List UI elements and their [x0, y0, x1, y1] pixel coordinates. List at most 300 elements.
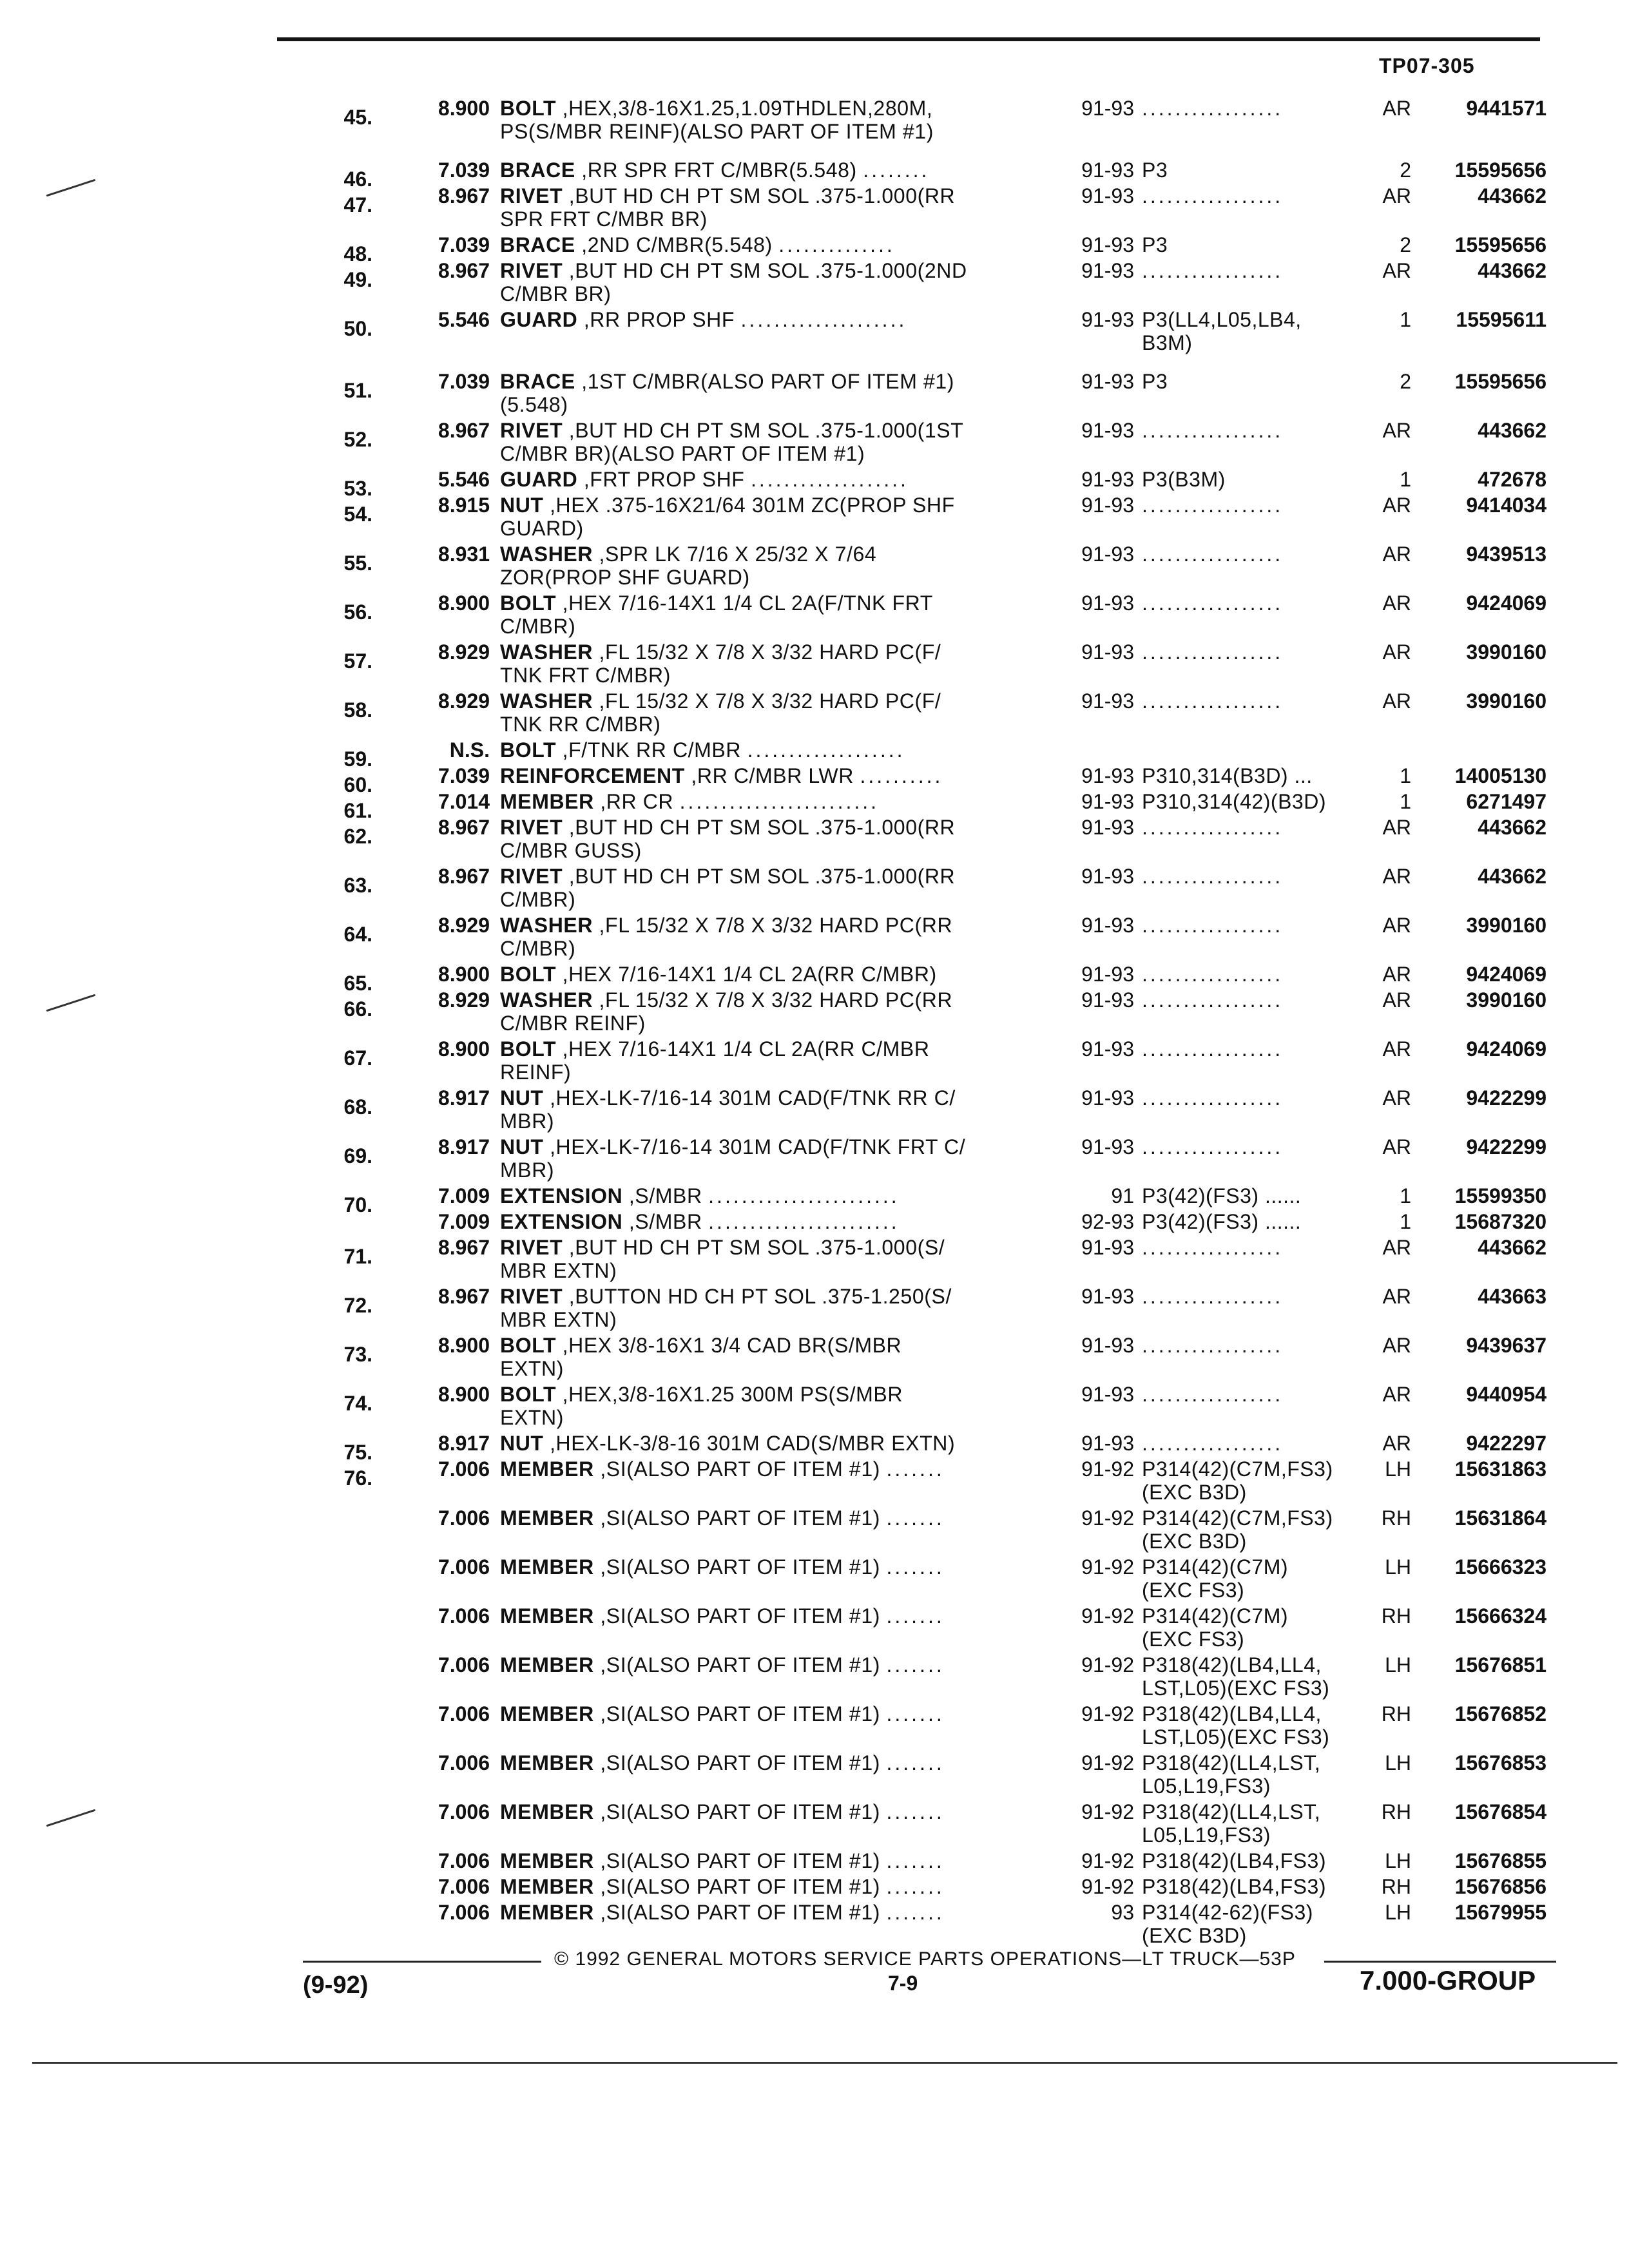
leader-dots: .......: [886, 1653, 945, 1677]
application-continued: LST,L05)(EXC FS3): [1142, 1725, 1330, 1749]
part-spec: ,HEX-LK-7/16-14 301M CAD(F/TNK RR C/: [543, 1086, 956, 1110]
application-text: P3: [1142, 370, 1168, 393]
application-text: P314(42)(C7M,FS3): [1142, 1457, 1333, 1481]
application-continued: LST,L05)(EXC FS3): [1142, 1677, 1330, 1700]
part-number: 15595656: [1454, 370, 1547, 393]
footer-rule-left: [303, 1961, 541, 1963]
application-code: [1142, 494, 1283, 517]
part-number: 15595656: [1454, 233, 1547, 256]
application-text: .................: [1142, 689, 1284, 713]
part-name: MEMBER: [500, 1800, 594, 1823]
part-spec-continued: C/MBR REINF): [500, 1012, 646, 1035]
model-years: 91-92: [1081, 1800, 1134, 1823]
group-number: 8.929: [438, 640, 490, 664]
application-text: .................: [1142, 1086, 1284, 1110]
leader-dots: .......: [886, 1875, 945, 1898]
part-spec-continued: PS(S/MBR REINF)(ALSO PART OF ITEM #1): [500, 120, 934, 143]
table-row: [0, 1604, 1629, 1653]
application-text: P318(42)(LB4,LL4,: [1142, 1702, 1322, 1725]
leader-dots: .......: [886, 1702, 945, 1725]
part-description: [500, 1604, 945, 1628]
application-text: P310,314(42)(B3D): [1142, 790, 1326, 813]
quantity: 1: [1400, 1184, 1411, 1207]
application-text: .................: [1142, 1334, 1284, 1357]
group-number: 8.967: [438, 419, 490, 442]
group-number: 7.039: [438, 159, 490, 182]
group-number: 7.006: [438, 1506, 490, 1530]
quantity: RH: [1381, 1506, 1411, 1530]
quantity: AR: [1382, 1135, 1411, 1158]
application-continued: L05,L19,FS3): [1142, 1774, 1271, 1798]
part-spec: ,BUT HD CH PT SM SOL .375-1.000(S/: [563, 1236, 945, 1259]
part-description: [500, 1506, 945, 1530]
table-row: [0, 1875, 1629, 1901]
quantity: RH: [1381, 1702, 1411, 1725]
part-spec: ,BUT HD CH PT SM SOL .375-1.000(2ND: [563, 259, 967, 282]
item-number: 61.: [343, 799, 372, 822]
table-row: [0, 790, 1629, 822]
part-number: 15666323: [1454, 1555, 1547, 1579]
part-spec: ,FL 15/32 X 7/8 X 3/32 HARD PC(F/: [593, 640, 941, 664]
group-number: 8.931: [438, 543, 490, 566]
part-number: 9422299: [1466, 1086, 1547, 1110]
table-row: [0, 1653, 1629, 1702]
part-spec: ,HEX-LK-3/8-16 301M CAD(S/MBR EXTN): [543, 1432, 956, 1455]
group-number: 7.006: [438, 1555, 490, 1579]
part-number: 14005130: [1454, 764, 1547, 787]
application-text: P3(42)(FS3) ......: [1142, 1210, 1302, 1233]
leader-dots: ....................: [740, 308, 907, 331]
application-text: .................: [1142, 1383, 1284, 1406]
group-number: 8.929: [438, 689, 490, 713]
application-code: [1142, 1184, 1301, 1207]
item-number: 56.: [343, 601, 372, 624]
application-code: [1142, 1135, 1283, 1158]
part-name: WASHER: [500, 543, 593, 566]
leader-dots: .......: [886, 1555, 945, 1579]
table-row: [0, 1457, 1629, 1506]
model-years: 91-93: [1081, 1037, 1134, 1061]
group-number: 8.967: [438, 865, 490, 888]
part-description: [500, 1135, 965, 1182]
part-description: [500, 591, 933, 638]
part-description: [500, 1432, 955, 1455]
group-number: 8.917: [438, 1432, 490, 1455]
table-row: [0, 184, 1629, 233]
part-spec: ,BUT HD CH PT SM SOL .375-1.000(RR: [563, 865, 956, 888]
application-text: .................: [1142, 963, 1284, 986]
quantity: 1: [1400, 1210, 1411, 1233]
quantity: AR: [1382, 591, 1411, 615]
part-spec-continued: MBR): [500, 1158, 555, 1182]
group-number: 8.967: [438, 259, 490, 282]
table-row: [0, 233, 1629, 265]
item-number: 68.: [343, 1095, 372, 1119]
part-spec-continued: (5.548): [500, 393, 568, 416]
group-number: 8.929: [438, 914, 490, 937]
part-description: [500, 1037, 930, 1084]
model-years: 91-92: [1081, 1506, 1134, 1530]
part-name: NUT: [500, 1086, 544, 1110]
table-row: [0, 370, 1629, 419]
part-spec: ,BUTTON HD CH PT SOL .375-1.250(S/: [563, 1285, 952, 1308]
application-code: [1142, 1875, 1326, 1898]
part-spec: ,SI(ALSO PART OF ITEM #1): [593, 1800, 880, 1823]
group-number: 7.006: [438, 1800, 490, 1823]
group-number: 7.006: [438, 1901, 490, 1924]
part-name: MEMBER: [500, 1457, 594, 1481]
part-spec-continued: C/MBR BR): [500, 282, 612, 305]
part-spec: ,BUT HD CH PT SM SOL .375-1.000(RR: [563, 184, 956, 207]
part-name: RIVET: [500, 1285, 563, 1308]
part-number: 9440954: [1466, 1383, 1547, 1406]
application-text: .................: [1142, 494, 1284, 517]
model-years: 91-93: [1081, 689, 1134, 713]
group-number: 7.006: [438, 1702, 490, 1725]
model-years: 91-93: [1081, 1334, 1134, 1357]
table-row: [0, 1086, 1629, 1135]
footer-rule-right: [1324, 1961, 1556, 1963]
group-number: N.S.: [449, 738, 490, 762]
application-code: [1142, 689, 1283, 713]
application-code: [1142, 1849, 1326, 1872]
application-continued: (EXC B3D): [1142, 1481, 1247, 1504]
part-description: [500, 1901, 945, 1924]
item-number: 55.: [343, 552, 372, 575]
part-number: 9424069: [1466, 963, 1547, 986]
part-number: 15676856: [1454, 1875, 1547, 1898]
table-row: [0, 259, 1629, 308]
application-continued: B3M): [1142, 331, 1193, 354]
leader-dots: .......: [886, 1506, 945, 1530]
part-number: 443662: [1478, 816, 1547, 839]
part-spec-continued: GUARD): [500, 517, 584, 540]
part-number: 15676854: [1454, 1800, 1547, 1823]
part-name: BRACE: [500, 233, 575, 256]
part-spec: ,HEX,3/8-16X1.25 300M PS(S/MBR: [556, 1383, 903, 1406]
group-label: 7.000-GROUP: [1360, 1965, 1536, 1995]
application-text: P314(42)(C7M,FS3): [1142, 1506, 1333, 1530]
item-number: 46.: [343, 168, 372, 191]
table-row: [0, 494, 1629, 543]
table-row: [0, 640, 1629, 689]
leader-dots: .......................: [708, 1210, 900, 1233]
group-number: 5.546: [438, 308, 490, 331]
part-name: BOLT: [500, 1334, 557, 1357]
page-id: TP07-305: [1379, 54, 1475, 77]
application-text: .................: [1142, 259, 1284, 282]
quantity: AR: [1382, 259, 1411, 282]
application-text: P318(42)(LB4,FS3): [1142, 1849, 1326, 1872]
application-code: [1142, 97, 1283, 120]
model-years: 91-93: [1081, 963, 1134, 986]
part-name: BRACE: [500, 159, 575, 182]
table-row: [0, 1702, 1629, 1751]
model-years: 91-93: [1081, 543, 1134, 566]
application-text: .................: [1142, 988, 1284, 1012]
part-description: [500, 1457, 945, 1481]
part-name: MEMBER: [500, 1702, 594, 1725]
application-code: [1142, 1457, 1333, 1504]
application-code: [1142, 370, 1168, 393]
model-years: 91-92: [1081, 1555, 1134, 1579]
bottom-rule: [32, 2062, 1617, 2064]
model-years: 91-93: [1081, 1383, 1134, 1406]
model-years: 91-93: [1081, 1236, 1134, 1259]
quantity: 1: [1400, 790, 1411, 813]
part-name: BOLT: [500, 963, 557, 986]
part-description: [500, 419, 963, 465]
part-spec-continued: MBR): [500, 1110, 555, 1133]
item-number: 64.: [343, 923, 372, 946]
application-code: [1142, 233, 1168, 256]
group-number: 8.900: [438, 1334, 490, 1357]
group-number: 8.967: [438, 184, 490, 207]
item-number: 74.: [343, 1392, 372, 1415]
quantity: LH: [1385, 1751, 1411, 1774]
model-years: 91-92: [1081, 1604, 1134, 1628]
part-description: [500, 1751, 945, 1774]
part-spec: ,HEX 3/8-16X1 3/4 CAD BR(S/MBR: [556, 1334, 902, 1357]
quantity: LH: [1385, 1457, 1411, 1481]
part-description: [500, 988, 952, 1035]
model-years: 91-93: [1081, 468, 1134, 491]
part-description: [500, 233, 895, 256]
quantity: AR: [1382, 988, 1411, 1012]
application-text: P3(LL4,L05,LB4,: [1142, 308, 1302, 331]
application-code: [1142, 468, 1226, 491]
part-name: MEMBER: [500, 1555, 594, 1579]
quantity: AR: [1382, 914, 1411, 937]
table-row: [0, 1184, 1629, 1216]
model-years: 91-92: [1081, 1457, 1134, 1481]
table-row: [0, 738, 1629, 771]
part-name: WASHER: [500, 689, 593, 713]
part-description: [500, 865, 955, 911]
part-name: EXTENSION: [500, 1184, 623, 1207]
group-number: 5.546: [438, 468, 490, 491]
part-spec: ,RR PROP SHF: [577, 308, 735, 331]
part-description: [500, 159, 929, 182]
part-number: 443662: [1478, 1236, 1547, 1259]
quantity: AR: [1382, 494, 1411, 517]
quantity: LH: [1385, 1901, 1411, 1924]
item-number: 47.: [343, 193, 372, 216]
application-code: [1142, 865, 1283, 888]
table-row: [0, 97, 1629, 159]
part-number: 15595656: [1454, 159, 1547, 182]
table-row: [0, 1135, 1629, 1184]
group-number: 8.917: [438, 1135, 490, 1158]
model-years: 91-93: [1081, 494, 1134, 517]
application-text: .................: [1142, 97, 1284, 120]
part-number: 9422299: [1466, 1135, 1547, 1158]
model-years: 91-92: [1081, 1849, 1134, 1872]
part-spec: ,HEX-LK-7/16-14 301M CAD(F/TNK FRT C/: [543, 1135, 966, 1158]
table-row: [0, 689, 1629, 738]
quantity: AR: [1382, 689, 1411, 713]
application-text: .................: [1142, 914, 1284, 937]
part-number: 9424069: [1466, 591, 1547, 615]
leader-dots: .......: [886, 1457, 945, 1481]
item-number: 69.: [343, 1144, 372, 1168]
item-number: 50.: [343, 317, 372, 340]
part-number: 15679955: [1454, 1901, 1547, 1924]
part-description: [500, 184, 955, 231]
table-row: [0, 1037, 1629, 1086]
application-text: P318(42)(LB4,FS3): [1142, 1875, 1326, 1898]
part-name: GUARD: [500, 468, 578, 491]
model-years: 92-93: [1081, 1210, 1134, 1233]
quantity: AR: [1382, 1037, 1411, 1061]
part-spec: ,SI(ALSO PART OF ITEM #1): [593, 1555, 880, 1579]
part-number: 9441571: [1466, 97, 1547, 120]
quantity: 1: [1400, 468, 1411, 491]
part-description: [500, 1285, 952, 1331]
model-years: 91-93: [1081, 97, 1134, 120]
part-spec-continued: TNK RR C/MBR): [500, 713, 661, 736]
part-name: MEMBER: [500, 1751, 594, 1774]
application-text: P3(42)(FS3) ......: [1142, 1184, 1302, 1207]
item-number: 63.: [343, 874, 372, 897]
parts-list: [0, 97, 1629, 1950]
part-number: 3990160: [1466, 988, 1547, 1012]
application-text: .................: [1142, 1285, 1284, 1308]
part-spec: ,HEX .375-16X21/64 301M ZC(PROP SHF: [543, 494, 955, 517]
part-description: [500, 1334, 901, 1380]
item-number: 48.: [343, 242, 372, 265]
application-code: [1142, 1506, 1333, 1553]
application-text: .................: [1142, 1037, 1284, 1061]
item-number: 53.: [343, 477, 372, 500]
application-code: [1142, 543, 1283, 566]
part-number: 3990160: [1466, 640, 1547, 664]
top-rule: [277, 37, 1540, 41]
group-number: 7.006: [438, 1849, 490, 1872]
part-name: RIVET: [500, 419, 563, 442]
part-number: 9422297: [1466, 1432, 1547, 1455]
group-number: 8.967: [438, 816, 490, 839]
part-spec-continued: REINF): [500, 1061, 572, 1084]
quantity: LH: [1385, 1849, 1411, 1872]
part-spec-continued: MBR EXTN): [500, 1259, 617, 1282]
model-years: 91-93: [1081, 1432, 1134, 1455]
application-code: [1142, 159, 1168, 182]
application-text: .................: [1142, 865, 1284, 888]
model-years: 91-93: [1081, 640, 1134, 664]
application-code: [1142, 259, 1283, 282]
quantity: LH: [1385, 1653, 1411, 1677]
table-row: [0, 1506, 1629, 1555]
part-name: MEMBER: [500, 1506, 594, 1530]
application-code: [1142, 1702, 1329, 1749]
table-row: [0, 1432, 1629, 1464]
item-number: 59.: [343, 747, 372, 771]
application-code: [1142, 1210, 1301, 1233]
part-description: [500, 1653, 945, 1677]
quantity: RH: [1381, 1800, 1411, 1823]
model-years: 91-93: [1081, 1135, 1134, 1158]
model-years: 91-92: [1081, 1875, 1134, 1898]
group-number: 8.900: [438, 591, 490, 615]
application-code: [1142, 1800, 1320, 1847]
part-name: NUT: [500, 494, 544, 517]
part-description: [500, 308, 907, 331]
table-row: [0, 963, 1629, 995]
item-number: 70.: [343, 1193, 372, 1216]
model-years: 91-93: [1081, 308, 1134, 331]
group-number: 7.009: [438, 1184, 490, 1207]
part-spec: ,SI(ALSO PART OF ITEM #1): [593, 1506, 880, 1530]
part-spec-continued: EXTN): [500, 1406, 564, 1429]
application-text: .................: [1142, 640, 1284, 664]
application-continued: L05,L19,FS3): [1142, 1823, 1271, 1847]
quantity: AR: [1382, 865, 1411, 888]
leader-dots: ..............: [778, 233, 895, 256]
part-spec: ,SI(ALSO PART OF ITEM #1): [593, 1653, 880, 1677]
application-code: [1142, 1604, 1288, 1651]
part-spec: ,BUT HD CH PT SM SOL .375-1.000(1ST: [563, 419, 964, 442]
application-text: .................: [1142, 1236, 1284, 1259]
group-number: 8.900: [438, 963, 490, 986]
quantity: AR: [1382, 1334, 1411, 1357]
part-spec-continued: C/MBR): [500, 937, 576, 960]
model-years: 91-93: [1081, 790, 1134, 813]
part-description: [500, 1800, 945, 1823]
part-name: MEMBER: [500, 1604, 594, 1628]
model-years: 91-92: [1081, 1751, 1134, 1774]
part-spec: ,2ND C/MBR(5.548): [575, 233, 773, 256]
part-spec: ,S/MBR: [622, 1210, 702, 1233]
part-spec: ,RR CR: [593, 790, 674, 813]
part-description: [500, 1849, 945, 1872]
part-name: NUT: [500, 1432, 544, 1455]
table-row: [0, 1334, 1629, 1383]
application-text: P314(42-62)(FS3): [1142, 1901, 1313, 1924]
part-spec: ,SI(ALSO PART OF ITEM #1): [593, 1702, 880, 1725]
model-years: 91-93: [1081, 865, 1134, 888]
application-code: [1142, 1653, 1329, 1700]
part-description: [500, 1702, 945, 1725]
part-number: 15631863: [1454, 1457, 1547, 1481]
part-description: [500, 468, 909, 491]
quantity: AR: [1382, 1086, 1411, 1110]
quantity: AR: [1382, 640, 1411, 664]
part-spec: ,HEX 7/16-14X1 1/4 CL 2A(RR C/MBR): [556, 963, 937, 986]
table-row: [0, 1751, 1629, 1800]
table-row: [0, 543, 1629, 591]
part-description: [500, 790, 879, 813]
part-number: 15676855: [1454, 1849, 1547, 1872]
part-name: RIVET: [500, 184, 563, 207]
part-name: WASHER: [500, 914, 593, 937]
part-spec: ,SI(ALSO PART OF ITEM #1): [593, 1875, 880, 1898]
part-spec-continued: EXTN): [500, 1357, 564, 1380]
part-description: [500, 738, 905, 762]
group-number: 8.900: [438, 1383, 490, 1406]
leader-dots: ........: [863, 159, 930, 182]
application-code: [1142, 914, 1283, 937]
table-row: [0, 914, 1629, 963]
table-row: [0, 308, 1629, 370]
application-continued: (EXC B3D): [1142, 1924, 1247, 1947]
item-number: 75.: [343, 1441, 372, 1464]
quantity: 2: [1400, 370, 1411, 393]
model-years: 93: [1111, 1901, 1134, 1924]
part-description: [500, 963, 937, 986]
part-spec: ,FL 15/32 X 7/8 X 3/32 HARD PC(RR: [593, 988, 953, 1012]
part-number: 15676853: [1454, 1751, 1547, 1774]
